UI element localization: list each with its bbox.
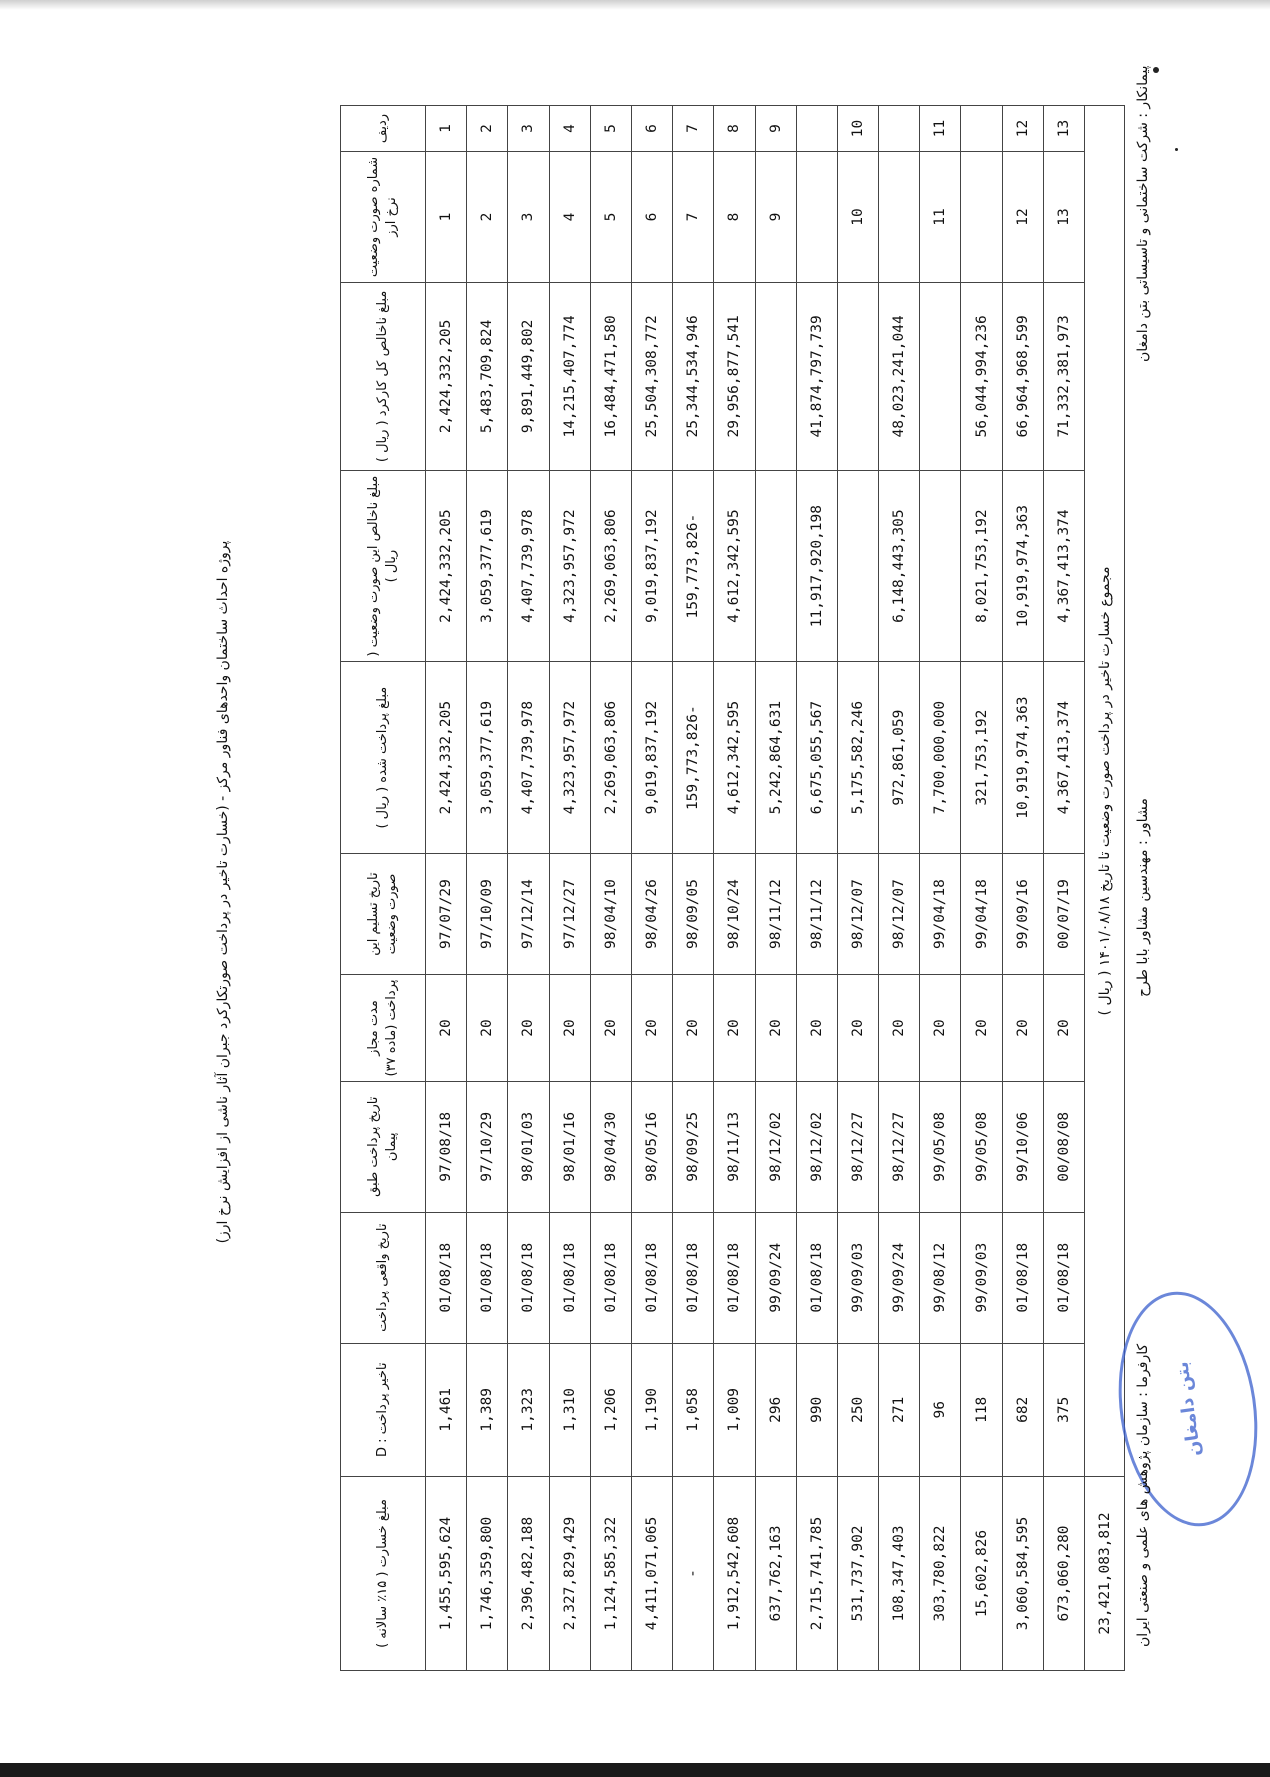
cell-paid: 4,323,957,972 <box>549 662 590 854</box>
cell-no <box>961 152 1002 283</box>
cell-actual-date: 01/08/18 <box>590 1212 631 1343</box>
cell-period: 20 <box>590 975 631 1082</box>
cell-delay: 1,058 <box>673 1343 714 1476</box>
cell-contract-date: 99/10/06 <box>1002 1081 1043 1212</box>
cell-period: 20 <box>549 975 590 1082</box>
cell-gross-this: 8,021,753,192 <box>961 470 1002 662</box>
damages-table <box>340 105 1125 1671</box>
cell-gross-this <box>920 470 961 662</box>
cell-no: 2 <box>467 152 508 283</box>
cell-period: 20 <box>467 975 508 1082</box>
cell-period: 20 <box>426 975 467 1082</box>
table-row <box>920 106 961 1671</box>
cell-gross-this: 4,323,957,972 <box>549 470 590 662</box>
cell-paid: 10,919,974,363 <box>1002 662 1043 854</box>
cell-gross-this: 10,919,974,363 <box>1002 470 1043 662</box>
cell-row: 9 <box>755 106 796 152</box>
total-value: 23,421,083,812 <box>1085 1476 1125 1670</box>
cell-delay: 96 <box>920 1343 961 1476</box>
table-row <box>1043 106 1084 1671</box>
cell-damage: 4,411,071,065 <box>631 1476 672 1670</box>
cell-damage: 673,060,280 <box>1043 1476 1084 1670</box>
cell-gross-total: 41,874,797,739 <box>796 282 837 470</box>
cell-gross-this: 9,019,837,192 <box>631 470 672 662</box>
cell-delivery: 97/10/09 <box>467 853 508 974</box>
cell-period: 20 <box>796 975 837 1082</box>
column-header: تاریخ واقعی پرداخت <box>341 1212 426 1343</box>
cell-period: 20 <box>714 975 755 1082</box>
cell-delay: 271 <box>879 1343 920 1476</box>
cell-contract-date: 97/10/29 <box>467 1081 508 1212</box>
cell-contract-date: 98/04/30 <box>590 1081 631 1212</box>
cell-period: 20 <box>1002 975 1043 1082</box>
cell-damage: 1,746,359,800 <box>467 1476 508 1670</box>
stamp-text: بتن دامغان <box>1170 1360 1206 1458</box>
cell-no: 6 <box>631 152 672 283</box>
table-row <box>837 106 878 1671</box>
cell-gross-total: 25,344,534,946 <box>673 282 714 470</box>
cell-contract-date: 98/12/02 <box>755 1081 796 1212</box>
cell-paid: 972,861,059 <box>879 662 920 854</box>
column-header: مبلغ ناخالص این صورت وضعیت ( ریال ) <box>341 470 426 662</box>
table-row <box>426 106 467 1671</box>
table-row <box>590 106 631 1671</box>
cell-row: 8 <box>714 106 755 152</box>
cell-gross-total <box>755 282 796 470</box>
cell-delivery: 98/09/05 <box>673 853 714 974</box>
cell-gross-total: 29,956,877,541 <box>714 282 755 470</box>
cell-paid: 9,019,837,192 <box>631 662 672 854</box>
cell-delay: 1,190 <box>631 1343 672 1476</box>
cell-delivery: 99/04/18 <box>920 853 961 974</box>
cell-row: 4 <box>549 106 590 152</box>
cell-gross-this: 3,059,377,619 <box>467 470 508 662</box>
cell-no: 5 <box>590 152 631 283</box>
cell-delivery: 98/12/07 <box>837 853 878 974</box>
cell-gross-this: 4,407,739,978 <box>508 470 549 662</box>
cell-actual-date: 01/08/18 <box>1002 1212 1043 1343</box>
table-row <box>508 106 549 1671</box>
column-header: مبلغ ناخالص کل کارکرد ( ریال ) <box>341 282 426 470</box>
cell-delay: 250 <box>837 1343 878 1476</box>
cell-gross-total: 66,964,968,599 <box>1002 282 1043 470</box>
column-header: مدت مجاز پرداخت (ماده ۳۷) <box>341 975 426 1082</box>
cell-contract-date: 97/08/18 <box>426 1081 467 1212</box>
cell-actual-date: 01/08/18 <box>549 1212 590 1343</box>
cell-contract-date: 98/09/25 <box>673 1081 714 1212</box>
cell-contract-date: 00/08/08 <box>1043 1081 1084 1212</box>
cell-delay: 990 <box>796 1343 837 1476</box>
cell-gross-this <box>755 470 796 662</box>
document-title: پروژه احداث ساختمان واحدهای فناور مرکز - (خسارت تاخیر در پرداخت صورتکارکرد جبران آثار ناشی از افزایش نرخ ارز) <box>215 540 231 1244</box>
cell-gross-total: 14,215,407,774 <box>549 282 590 470</box>
cell-row: 11 <box>920 106 961 152</box>
cell-contract-date: 99/05/08 <box>961 1081 1002 1212</box>
cell-no: 9 <box>755 152 796 283</box>
cell-gross-this: 4,367,413,374 <box>1043 470 1084 662</box>
cell-paid: 4,612,342,595 <box>714 662 755 854</box>
cell-period: 20 <box>1043 975 1084 1082</box>
cell-delay: 118 <box>961 1343 1002 1476</box>
cell-no <box>796 152 837 283</box>
cell-no: 3 <box>508 152 549 283</box>
column-header: مبلغ پرداخت شده ( ریال ) <box>341 662 426 854</box>
cell-no: 11 <box>920 152 961 283</box>
cell-actual-date: 99/09/03 <box>961 1212 1002 1343</box>
cell-delay: 375 <box>1043 1343 1084 1476</box>
cell-paid: 321,753,192 <box>961 662 1002 854</box>
cell-damage: 2,327,829,429 <box>549 1476 590 1670</box>
contractor-signature: پیمانکار : شرکت ساختمانی و تاسیساتی بتن دامغان <box>1135 65 1151 362</box>
cell-actual-date: 99/09/24 <box>755 1212 796 1343</box>
cell-delay: 1,206 <box>590 1343 631 1476</box>
table-header-row <box>341 106 426 1671</box>
cell-row <box>879 106 920 152</box>
company-stamp <box>1104 1283 1270 1536</box>
cell-paid: 7,700,000,000 <box>920 662 961 854</box>
cell-delivery: 97/12/14 <box>508 853 549 974</box>
cell-damage: 1,455,595,624 <box>426 1476 467 1670</box>
cell-no: 13 <box>1043 152 1084 283</box>
table-row <box>673 106 714 1671</box>
cell-paid: 2,269,063,806 <box>590 662 631 854</box>
table-row <box>714 106 755 1671</box>
table-row <box>549 106 590 1671</box>
cell-delivery: 98/10/24 <box>714 853 755 974</box>
cell-damage: 108,347,403 <box>879 1476 920 1670</box>
cell-gross-this <box>837 470 878 662</box>
column-header: تاخیر پرداخت : D <box>341 1343 426 1476</box>
table-row <box>961 106 1002 1671</box>
cell-no <box>879 152 920 283</box>
cell-delay: 1,461 <box>426 1343 467 1476</box>
cell-gross-this: 6,148,443,305 <box>879 470 920 662</box>
cell-damage: 531,737,902 <box>837 1476 878 1670</box>
cell-gross-this: 2,269,063,806 <box>590 470 631 662</box>
cell-paid: 2,424,332,205 <box>426 662 467 854</box>
cell-gross-total: 9,891,449,802 <box>508 282 549 470</box>
cell-gross-total <box>837 282 878 470</box>
table-row <box>467 106 508 1671</box>
cell-gross-total <box>920 282 961 470</box>
cell-delivery: 99/09/16 <box>1002 853 1043 974</box>
cell-contract-date: 98/11/13 <box>714 1081 755 1212</box>
cell-actual-date: 99/08/12 <box>920 1212 961 1343</box>
cell-damage: 1,912,542,608 <box>714 1476 755 1670</box>
cell-actual-date: 01/08/18 <box>1043 1212 1084 1343</box>
cell-row: 1 <box>426 106 467 152</box>
cell-paid: 6,675,055,567 <box>796 662 837 854</box>
cell-paid: 5,175,582,246 <box>837 662 878 854</box>
cell-gross-total: 48,023,241,044 <box>879 282 920 470</box>
cell-no: 7 <box>673 152 714 283</box>
cell-actual-date: 99/09/03 <box>837 1212 878 1343</box>
cell-no: 4 <box>549 152 590 283</box>
table-row <box>631 106 672 1671</box>
cell-damage: 15,602,826 <box>961 1476 1002 1670</box>
cell-no: 1 <box>426 152 467 283</box>
column-header: شماره صورت وضعیت نرخ ارز <box>341 152 426 283</box>
cell-damage: 637,762,163 <box>755 1476 796 1670</box>
table-row <box>1002 106 1043 1671</box>
cell-row: 3 <box>508 106 549 152</box>
cell-period: 20 <box>631 975 672 1082</box>
cell-row: 13 <box>1043 106 1084 152</box>
cell-damage: 1,124,585,322 <box>590 1476 631 1670</box>
cell-delivery: 98/11/12 <box>755 853 796 974</box>
cell-paid: 4,407,739,978 <box>508 662 549 854</box>
cell-actual-date: 01/08/18 <box>673 1212 714 1343</box>
cell-delivery: 98/04/10 <box>590 853 631 974</box>
cell-paid: 3,059,377,619 <box>467 662 508 854</box>
cell-paid: 5,242,864,631 <box>755 662 796 854</box>
cell-gross-total: 2,424,332,205 <box>426 282 467 470</box>
cell-row: 6 <box>631 106 672 152</box>
column-header: ردیف <box>341 106 426 152</box>
cell-paid: 4,367,413,374 <box>1043 662 1084 854</box>
cell-actual-date: 01/08/18 <box>467 1212 508 1343</box>
cell-gross-this: 4,612,342,595 <box>714 470 755 662</box>
cell-gross-total: 25,504,308,772 <box>631 282 672 470</box>
cell-actual-date: 01/08/18 <box>714 1212 755 1343</box>
cell-gross-total: 16,484,471,580 <box>590 282 631 470</box>
cell-damage: 303,780,822 <box>920 1476 961 1670</box>
cell-row <box>796 106 837 152</box>
cell-delivery: 98/04/26 <box>631 853 672 974</box>
cell-delivery: 99/04/18 <box>961 853 1002 974</box>
cell-delay: 1,323 <box>508 1343 549 1476</box>
column-header: مبلغ خسارت ( ۱۵٪ سالانه ) <box>341 1476 426 1670</box>
cell-delay: 296 <box>755 1343 796 1476</box>
cell-damage: 2,715,741,785 <box>796 1476 837 1670</box>
cell-gross-this: 2,424,332,205 <box>426 470 467 662</box>
table-row <box>755 106 796 1671</box>
cell-actual-date: 01/08/18 <box>796 1212 837 1343</box>
employer-signature: کارفرما : سازمان پژوهش های علمی و صنعتی ایران <box>1135 1343 1151 1647</box>
cell-damage: 3,060,584,595 <box>1002 1476 1043 1670</box>
cell-gross-this: 159,773,826- <box>673 470 714 662</box>
cell-no: 12 <box>1002 152 1043 283</box>
cell-delay: 1,310 <box>549 1343 590 1476</box>
cell-actual-date: 99/09/24 <box>879 1212 920 1343</box>
column-header: تاریخ پرداخت طبق پیمان <box>341 1081 426 1212</box>
cell-contract-date: 98/01/03 <box>508 1081 549 1212</box>
cell-delivery: 00/07/19 <box>1043 853 1084 974</box>
cell-row: 10 <box>837 106 878 152</box>
cell-row: 12 <box>1002 106 1043 152</box>
cell-contract-date: 98/01/16 <box>549 1081 590 1212</box>
cell-paid: 159,773,826- <box>673 662 714 854</box>
table-row <box>796 106 837 1671</box>
cell-period: 20 <box>837 975 878 1082</box>
cell-period: 20 <box>920 975 961 1082</box>
cell-delay: 1,389 <box>467 1343 508 1476</box>
consultant-signature: مشاور : مهندسین مشاور بابا طرح <box>1135 798 1151 997</box>
cell-delivery: 97/07/29 <box>426 853 467 974</box>
cell-delay: 1,009 <box>714 1343 755 1476</box>
cell-contract-date: 98/12/27 <box>879 1081 920 1212</box>
cell-contract-date: 98/12/02 <box>796 1081 837 1212</box>
cell-period: 20 <box>961 975 1002 1082</box>
cell-row: 5 <box>590 106 631 152</box>
cell-delay: 682 <box>1002 1343 1043 1476</box>
cell-period: 20 <box>508 975 549 1082</box>
cell-period: 20 <box>673 975 714 1082</box>
cell-contract-date: 98/12/27 <box>837 1081 878 1212</box>
cell-gross-this: 11,917,920,198 <box>796 470 837 662</box>
total-label: مجموع خسارت تاخیر در پرداخت صورت وضعیت تا تاریخ ۱۴۰۱/۰۸/۱۸ ( ریال ) <box>1085 106 1125 1477</box>
cell-no: 10 <box>837 152 878 283</box>
cell-period: 20 <box>879 975 920 1082</box>
cell-contract-date: 98/05/16 <box>631 1081 672 1212</box>
table-body <box>426 106 1085 1671</box>
total-row <box>1085 106 1125 1671</box>
cell-damage: 2,396,482,188 <box>508 1476 549 1670</box>
cell-row: 2 <box>467 106 508 152</box>
cell-damage: - <box>673 1476 714 1670</box>
cell-gross-total: 5,483,709,824 <box>467 282 508 470</box>
table-row <box>879 106 920 1671</box>
cell-row <box>961 106 1002 152</box>
cell-actual-date: 01/08/18 <box>426 1212 467 1343</box>
cell-contract-date: 99/05/08 <box>920 1081 961 1212</box>
column-header: تاریخ تسلیم این صورت وضعیت <box>341 853 426 974</box>
cell-period: 20 <box>755 975 796 1082</box>
cell-gross-total: 56,044,994,236 <box>961 282 1002 470</box>
cell-actual-date: 01/08/18 <box>631 1212 672 1343</box>
cell-actual-date: 01/08/18 <box>508 1212 549 1343</box>
cell-delivery: 98/12/07 <box>879 853 920 974</box>
cell-no: 8 <box>714 152 755 283</box>
cell-gross-total: 71,332,381,973 <box>1043 282 1084 470</box>
cell-row: 7 <box>673 106 714 152</box>
cell-delivery: 98/11/12 <box>796 853 837 974</box>
cell-delivery: 97/12/27 <box>549 853 590 974</box>
